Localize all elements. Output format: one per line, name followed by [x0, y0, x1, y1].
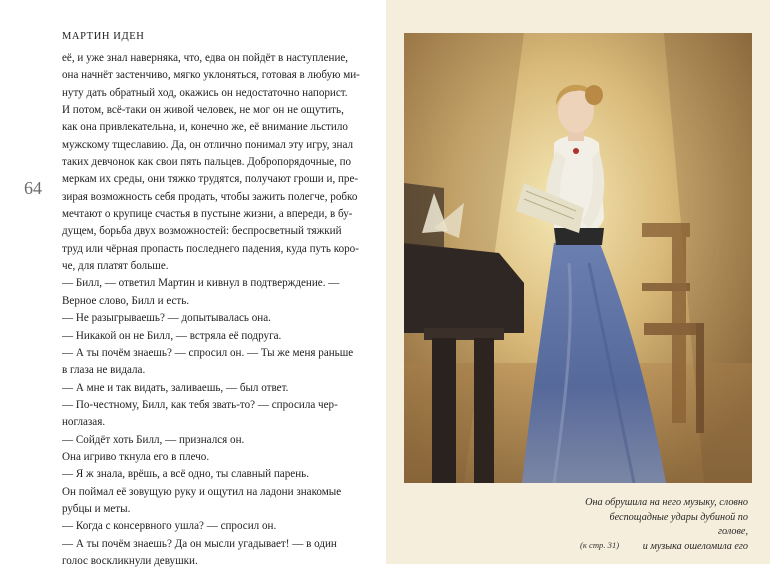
text-line: в глаза не видала.: [62, 364, 146, 377]
text-line: труд или чёрная пропасть последнего падения, куда путь коро-: [62, 242, 359, 255]
page-number: 64: [24, 178, 42, 198]
text-line: — Я ж знала, врёшь, а всё одно, ты славный парень.: [62, 468, 309, 481]
running-head: МАРТИН ИДЕН: [62, 31, 145, 42]
text-line: — По-честному, Билл, как тебя звать-то? — спросила чер-: [62, 398, 338, 411]
text-line: меркам их среды, они тяжко трудятся, получают гроши и, пре-: [62, 173, 359, 186]
text-line: дущем, борьба двух возможностей: беспросветный тяжкий: [62, 225, 342, 238]
page-reference: (к стр. 31): [580, 540, 620, 550]
text-line: мечтают о крупице счастья в пустыне жизни, а впереди, в бу-: [62, 208, 353, 221]
text-line: — Не разыгрываешь? — допытывалась она.: [62, 312, 271, 325]
text-line: И потом, всё-таки он живой человек, не мог он не ощутить,: [62, 104, 344, 117]
left-page: [0, 0, 386, 567]
text-line: Она игриво ткнула его в плечо.: [62, 450, 210, 463]
caption-line: и музыка ошеломила его: [642, 540, 748, 552]
text-line: зирая возможность себя продать, чтобы зажить полегче, робко: [62, 190, 358, 203]
right-page: [386, 0, 770, 564]
text-line: — А мне и так видать, заливаешь, — был ответ.: [62, 381, 289, 394]
text-line: её, и уже знал наверняка, что, едва он пойдёт в наступление,: [62, 52, 349, 64]
text-line: Верное слово, Билл и есть.: [62, 294, 190, 307]
text-line: мужскому тщеславию. Да, он отлично понимал эту игру, знал: [62, 138, 354, 151]
text-line: — А ты почём знаешь? Да он мысли угадывает! — в один: [62, 537, 337, 550]
text-line: — Билл, — ответил Мартин и кивнул в подтверждение. —: [62, 277, 340, 290]
text-line: — А ты почём знаешь? — спросил он. — Ты же меня раньше: [62, 346, 354, 359]
text-line: она начнёт застенчиво, мягко уклоняться, готовая в любую ми-: [62, 69, 360, 82]
text-line: че, для платят больше.: [62, 260, 169, 273]
illustration-woman-at-piano: [404, 33, 752, 483]
text-line: ноглазая.: [62, 416, 106, 429]
caption-line: беспощадные удары дубиной по голове,: [609, 511, 748, 537]
text-line: таких девчонок как свои пять пальцев. Добропорядочные, по: [62, 156, 352, 169]
text-line: — Когда с консервного ушла? — спросил он.: [62, 520, 277, 533]
text-line: нуту дать обратный ход, окажись он недостаточно напорист.: [62, 86, 348, 99]
text-line: Он поймал её зовущую руку и ощутил на ладони знакомые: [62, 485, 342, 498]
text-line: — Сойдёт хоть Билл, — признался он.: [62, 433, 245, 446]
text-line: как она привлекательна, и, конечно же, её внимание льстило: [62, 121, 348, 134]
body-text: [62, 50, 362, 570]
caption-line: Она обрушила на него музыку, словно: [585, 497, 748, 508]
text-line: рубцы и меты.: [62, 502, 131, 515]
text-line: голос воскликнули девушки.: [62, 554, 198, 567]
text-line: — Никакой он не Билл, — встряла её подруга.: [62, 329, 282, 342]
